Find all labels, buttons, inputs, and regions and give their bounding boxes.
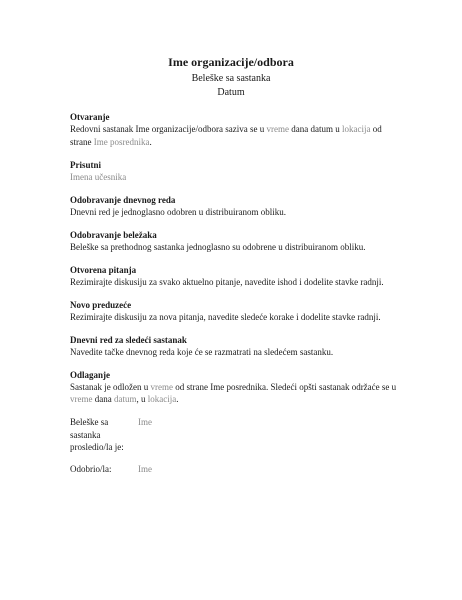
text-run: Redovni sastanak Ime organizacije/odbora saziva se u [70, 124, 267, 134]
submitted-by-label: Beleške sa sastanka prosledio/la je: [70, 417, 124, 452]
time-placeholder: vreme [70, 394, 93, 404]
section-novo-preduzece [70, 299, 400, 324]
section-text: Navedite tačke dnevnog reda koje će se razmatrati na sledećem sastanku. [70, 346, 334, 357]
section-text: Rezimirajte diskusiju za svako aktuelno pitanje, navedite ishod i dodelite stavke radnji. [70, 276, 384, 287]
location-placeholder: lokacija [147, 394, 177, 404]
section-text [70, 381, 400, 406]
section-sledeci-sastanak [70, 334, 400, 359]
time-placeholder: vreme [150, 381, 173, 392]
text-run: Sastanak je odložen u [70, 381, 151, 392]
text-run: . [176, 394, 179, 404]
section-otvorena-pitanja [70, 264, 400, 289]
text-run: , u [136, 394, 148, 404]
section-text: Rezimirajte diskusiju za nova pitanja, navedite sledeće korake i dodelite stavke radnji. [70, 311, 381, 322]
section-heading: Dnevni red za sledeći sastanak [70, 334, 187, 345]
text-run: od strane [70, 124, 382, 147]
text-run: . [149, 136, 152, 147]
submitted-by-row [70, 416, 400, 454]
section-dnevni-red [70, 194, 400, 219]
section-text: Dnevni red je jednoglasno odobren u distribuiranom obliku. [70, 206, 286, 217]
section-odlaganje [70, 369, 400, 406]
document-body [70, 111, 400, 475]
section-heading: Novo preduzeće [70, 299, 132, 310]
section-heading: Odobravanje beležaka [70, 229, 157, 240]
section-heading: Odobravanje dnevnog reda [70, 194, 176, 205]
facilitator-placeholder: Ime posrednika [93, 136, 150, 147]
text-run: dana datum u [289, 124, 343, 134]
document-date: Datum [217, 87, 245, 98]
approved-by-row [70, 463, 400, 476]
section-text: Beleške sa prethodnog sastanka jednoglasno su odobrene u distribuiranom obliku. [70, 241, 366, 252]
section-heading: Prisutni [70, 159, 102, 170]
section-prisutni [70, 159, 400, 184]
section-heading: Otvaranje [70, 112, 110, 122]
submitted-by-name: Ime [138, 417, 152, 427]
section-otvaranje [70, 111, 400, 148]
date-placeholder: datum [114, 394, 137, 404]
text-run: dana [92, 394, 114, 404]
section-beleske [70, 229, 400, 254]
text-run: od strane Ime posrednika. Sledeći opšti sastanak održaće se u [172, 381, 397, 392]
document-title: Ime organizacije/odbora [168, 55, 294, 69]
time-placeholder: vreme [266, 124, 290, 134]
document-subtitle: Beleške sa sastanka [191, 73, 271, 84]
approved-by-name: Ime [138, 463, 152, 474]
location-placeholder: lokacija [342, 124, 371, 134]
attendees-placeholder: Imena učesnika [70, 171, 127, 182]
section-heading: Odlaganje [70, 369, 111, 380]
section-heading: Otvorena pitanja [70, 264, 137, 275]
section-text [70, 123, 400, 148]
approved-by-label: Odobrio/la: [70, 463, 112, 474]
